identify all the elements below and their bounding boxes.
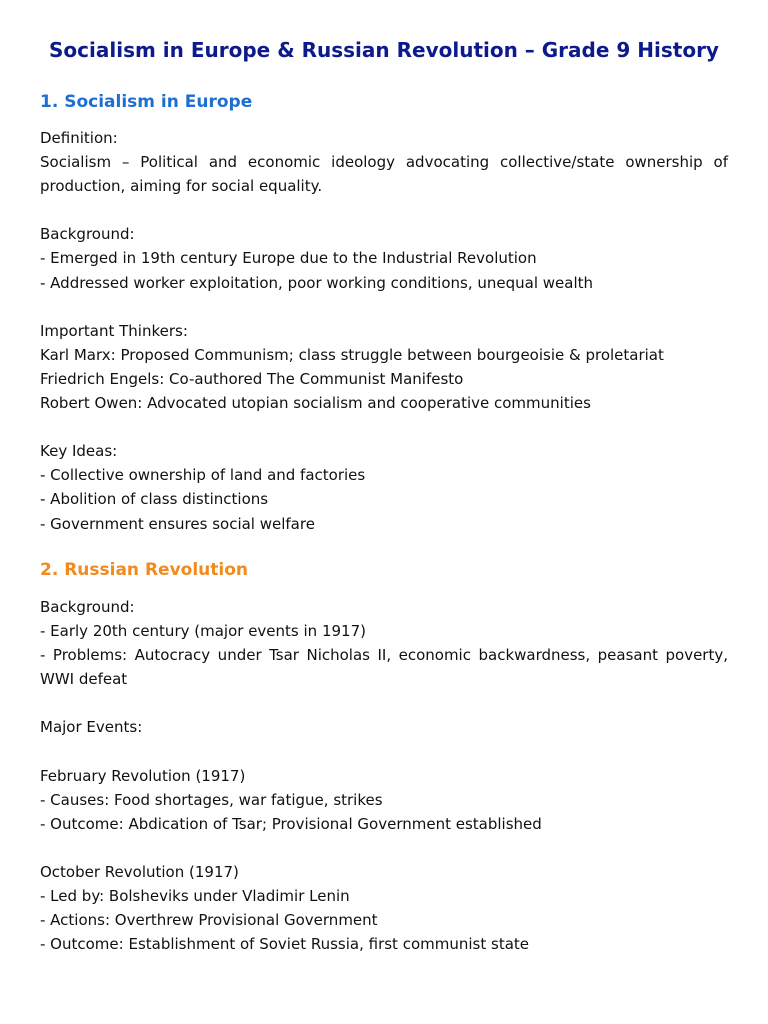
list-item: - Actions: Overthrew Provisional Government <box>40 911 378 930</box>
thinkers-label: Important Thinkers: <box>40 321 188 340</box>
october-revolution-label: October Revolution (1917) <box>40 863 239 882</box>
list-item: - Outcome: Establishment of Soviet Russia, first communist state <box>40 935 530 954</box>
list-item: - Early 20th century (major events in 1917) <box>40 622 366 641</box>
section-socialism-body <box>40 126 728 536</box>
definition-text: Socialism – Political and economic ideology advocating collective/state ownership of production, aiming for social equality. <box>40 153 728 196</box>
background-label: Background: <box>40 598 135 616</box>
list-item: Karl Marx: Proposed Communism; class struggle between bourgeoisie & proletariat <box>40 345 664 364</box>
list-item: - Abolition of class distinctions <box>40 490 269 509</box>
section-heading-socialism: 1. Socialism in Europe <box>40 92 253 112</box>
list-item: - Emerged in 19th century Europe due to the Industrial Revolution <box>40 249 537 268</box>
list-item: - Collective ownership of land and factories <box>40 466 366 485</box>
background-label: Background: <box>40 225 135 244</box>
list-item: - Outcome: Abdication of Tsar; Provisional Government established <box>40 814 542 833</box>
list-item: - Causes: Food shortages, war fatigue, strikes <box>40 790 383 809</box>
definition-label: Definition: <box>40 129 118 147</box>
list-item: - Led by: Bolsheviks under Vladimir Lenin <box>40 887 350 906</box>
list-item: - Government ensures social welfare <box>40 514 315 533</box>
list-item: - Addressed worker exploitation, poor working conditions, unequal wealth <box>40 273 594 292</box>
section-heading-russian-revolution: 2. Russian Revolution <box>40 560 249 580</box>
list-item: Robert Owen: Advocated utopian socialism and cooperative communities <box>40 394 591 413</box>
major-events-label: Major Events: <box>40 718 143 737</box>
list-item: - Problems: Autocracy under Tsar Nicholas II, economic backwardness, peasant poverty, WWI defeat <box>40 646 728 689</box>
february-revolution-label: February Revolution (1917) <box>40 766 246 785</box>
page-title: Socialism in Europe & Russian Revolution – Grade 9 History <box>49 38 719 62</box>
key-ideas-label: Key Ideas: <box>40 442 118 461</box>
section-revolution-body <box>40 595 728 956</box>
list-item: Friedrich Engels: Co-authored The Communist Manifesto <box>40 369 464 388</box>
